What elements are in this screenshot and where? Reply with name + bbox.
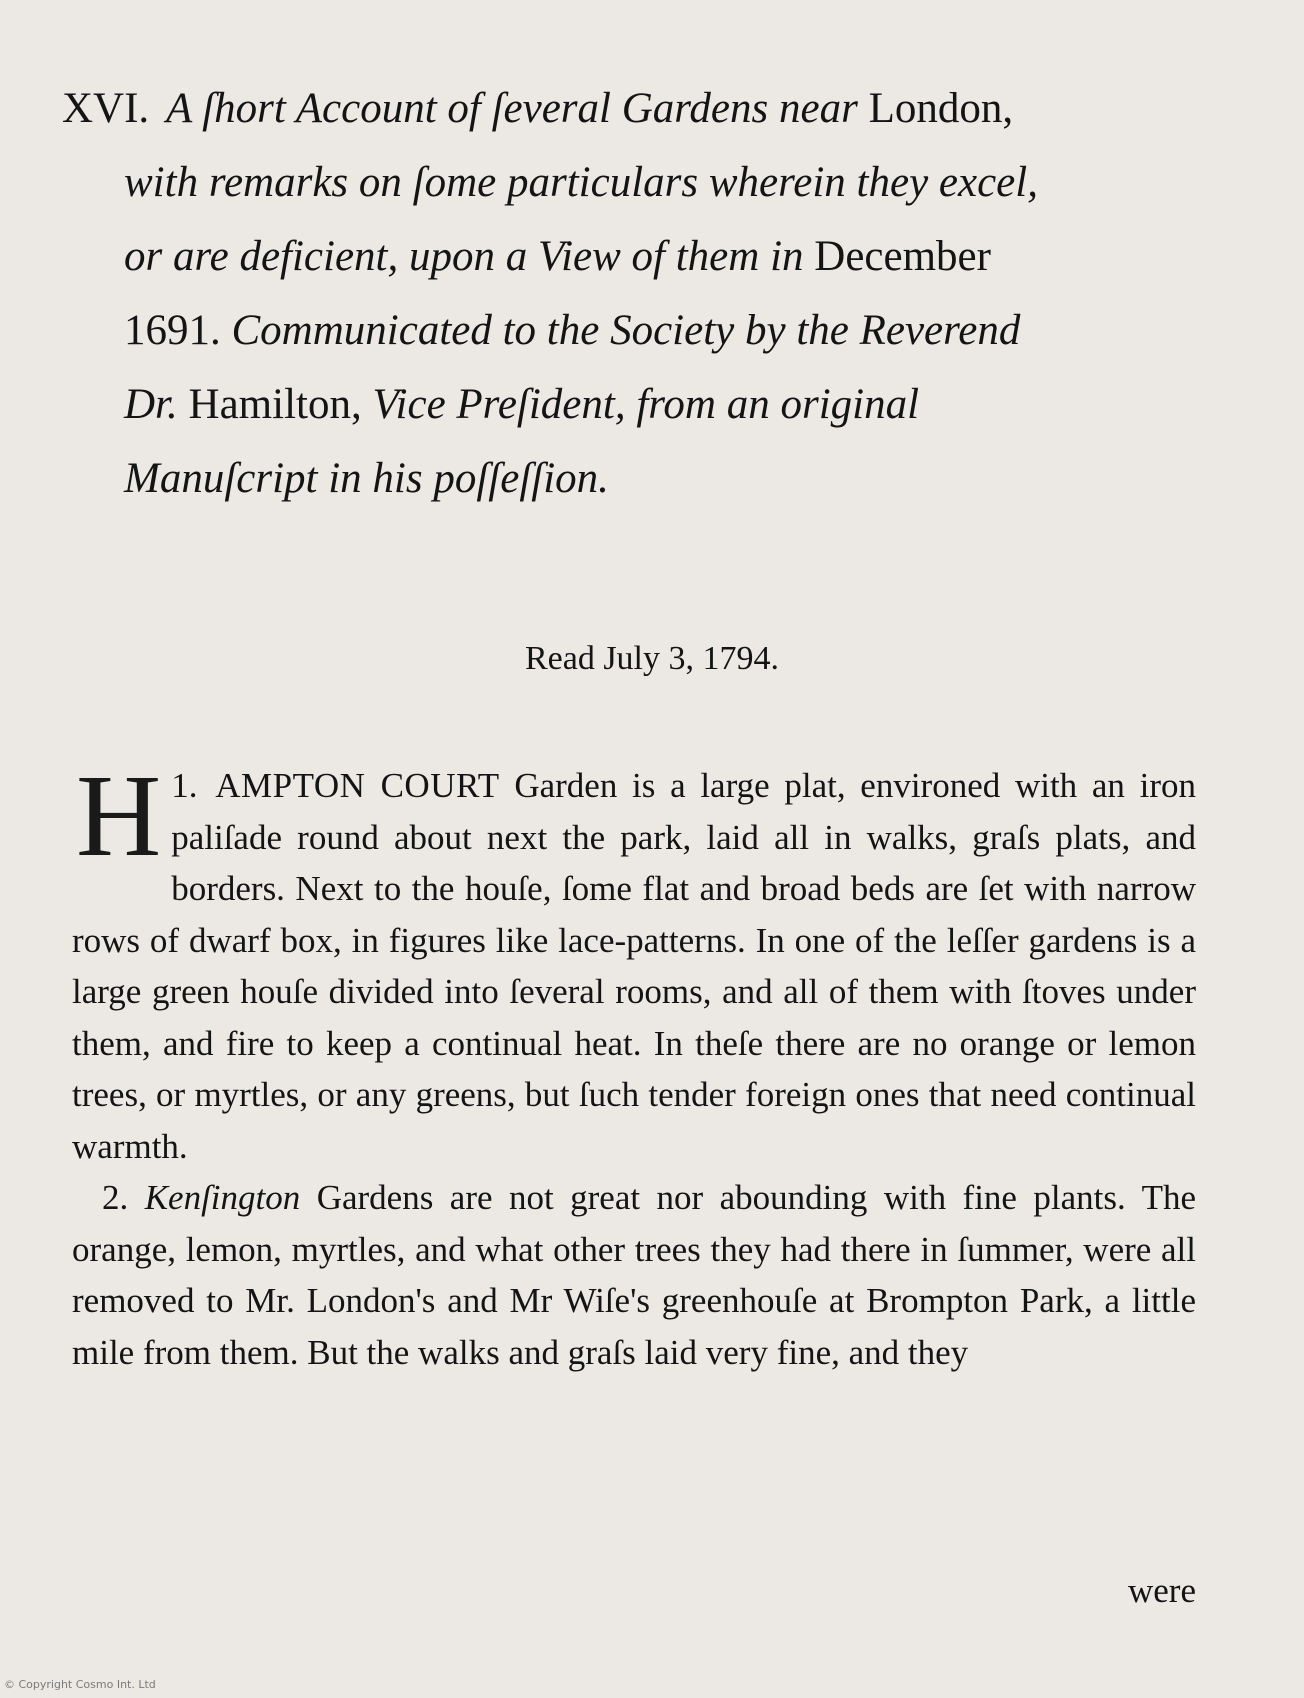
heading-line-4-roman: 1691. <box>124 307 221 354</box>
paragraph-lead-caps: AMPTON COURT <box>215 766 500 805</box>
heading-line-2-italic: with remarks on ſome particulars wherein they excel, <box>124 159 1038 206</box>
paragraph-number: 2. <box>102 1178 129 1217</box>
place-name-italic: Kenſington <box>144 1178 301 1217</box>
catchword: were <box>1127 1571 1196 1610</box>
heading-line-5-italic-b: Vice Preſident, from an original <box>372 381 920 428</box>
article-heading <box>62 72 1200 516</box>
article-number: XVI. <box>62 85 150 132</box>
drop-cap: H <box>76 750 162 881</box>
heading-line-5-italic-a: Dr. <box>124 381 178 428</box>
heading-line-6-italic: Manuſcript in his poſſeſſion. <box>124 455 609 502</box>
paragraph-text: Garden is a large plat, environed with an iron paliſade round about next the park, laid all in walks, graſs plats, and borders. Next to the houſe, ſome flat and broad beds are ſet with narrow rows of dwarf box, in figures like lace-patterns. In one of the leſſer gardens is a large green houſe divided into ſeveral rooms, and all of them with ſtoves under them, and fire to keep a continual heat. In theſe there are no orange or lemon trees, or myrtles, or any greens, but ſuch tender foreign ones that need continual warmth. <box>72 766 1196 1166</box>
body-text <box>72 750 1196 1378</box>
heading-line-1-italic: A ſhort Account of ſeveral Gardens near <box>165 85 858 132</box>
paragraph-number: 1. <box>171 766 198 805</box>
paragraph-1 <box>72 750 1196 1172</box>
heading-line-4-italic: Communicated to the Society by the Reverend <box>231 307 1021 354</box>
heading-line-3-italic: or are deficient, upon a View of them in <box>124 233 804 280</box>
heading-line-5-roman: Hamilton, <box>188 381 362 428</box>
heading-line-1-roman: London, <box>868 85 1014 132</box>
paragraph-2 <box>72 1172 1196 1378</box>
copyright-notice: © Copyright Cosmo Int. Ltd <box>4 1678 156 1691</box>
paragraph-text: Gardens are not great nor abounding with fine plants. The orange, lemon, myrtles, and what other trees they had there in ſummer, were all removed to Mr. London's and Mr Wiſe's greenhouſe at Brompton Park, a little mile from them. But the walks and graſs laid very fine, and they <box>72 1178 1196 1372</box>
read-date-line: Read July 3, 1794. <box>524 640 780 677</box>
heading-line-3-roman: December <box>814 233 991 280</box>
